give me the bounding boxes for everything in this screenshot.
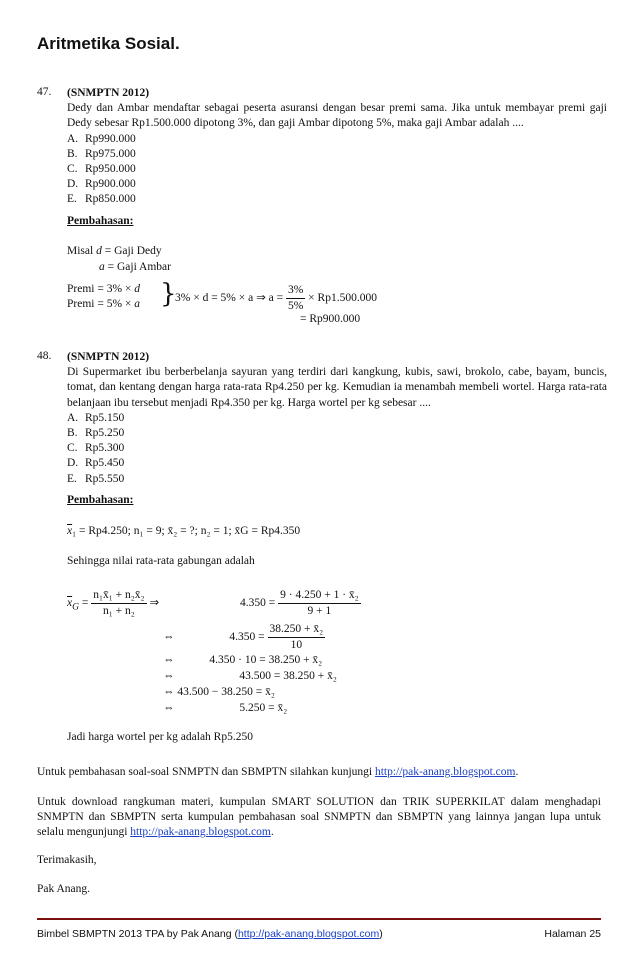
page-number: Halaman 25	[544, 928, 601, 940]
sehingga-line: Sehingga nilai rata-rata gabungan adalah	[67, 555, 255, 567]
option-b: B. Rp975.000	[67, 147, 136, 160]
blog-link[interactable]: http://pak-anang.blogspot.com	[374, 766, 516, 778]
option-b: B. Rp5.250	[67, 427, 125, 440]
result-47: = Rp900.000	[300, 313, 361, 325]
option-a: A. Rp5.150	[67, 411, 125, 424]
question-stem: Dedy dan Ambar mendaftar sebagai peserta asuransi dengan besar premi sama. Jika untuk membayar premi gaji Dedy sebesar Rp1.500.000 dipotong 3%, dan gaji Ambar dipotong 5%, maka gaji Ambar adalah ....	[67, 102, 607, 130]
step-5: ⇔ 43.500 − 38.250 = x̄₂	[163, 686, 275, 698]
misal-line: Misal d = Gaji Dedy	[67, 245, 162, 257]
blog-link[interactable]: http://pak-anang.blogspot.com	[130, 826, 271, 839]
closing-paragraph-1: Untuk pembahasan soal-soal SNMPTN dan SBMPTN silahkan kunjungi http://pak-anang.blogspot.com.	[37, 766, 519, 778]
step-4: ⇔ 43.500 = 38.250 + x̄₂	[163, 670, 337, 682]
step-3: ⇔ 4.350 · 10 = 38.250 + x̄₂	[163, 654, 323, 666]
question-stem: Di Supermarket ibu berberbelanja sayuran yang terdiri dari kangkung, kubis, sawi, brokolo, cabe, bayam, buncis, tomat, dan kentang dengan harga rata-rata Rp4.250 per kg. Kemudian ia menambah membeli wortel. Harga rata-rata belanjaan ibu tersebut menjadi Rp4.350 per kg. Harga wortel per kg sebesar ....	[67, 366, 607, 409]
equation-47: 3% × d = 5% × a ⇒ a = $\frac{3\%}{5\%}$ × Rp1.500.000	[175, 284, 377, 312]
thanks-text: Terimakasih,	[37, 854, 97, 866]
step-2: ⇔ 4.350 = $\frac{\text{38.250 + x̄₂}}{10}$	[163, 623, 324, 651]
closing-paragraph-2: Untuk download rangkuman materi, kumpulan SMART SOLUTION dan TRIK SUPERKILAT dalam menghadapi SNMPTN dan SBMPTN serta kumpulan pembahasan soal SNMPTN dan SBMPTN yang lainnya jangan lupa untuk selalu mengunjungi http://pak-anang.blogspot.com.	[37, 796, 601, 839]
step-1: 4.350 = $\frac{\text{9 · 4.250 + 1 · x̄₂}}{9 + 1}$	[240, 589, 359, 617]
option-c: C. Rp5.300	[67, 442, 125, 455]
footer-divider	[37, 918, 601, 920]
option-c: C. Rp950.000	[67, 163, 136, 176]
answer-options	[67, 132, 607, 208]
fraction-3-5: $\frac{3\%}{5\%}$	[287, 284, 304, 312]
question-source: (SNMPTN 2012)	[67, 351, 150, 363]
question-number: 47.	[37, 86, 52, 98]
option-e: E. Rp850.000	[67, 193, 136, 206]
premi-1: Premi = 3% × d	[67, 283, 141, 295]
option-e: E. Rp5.550	[67, 472, 125, 485]
footer-link[interactable]: http://pak-anang.blogspot.com	[237, 928, 380, 940]
section-title: Aritmetika Sosial.	[37, 34, 180, 53]
step-6: ⇔ 5.250 = x̄₂	[163, 702, 288, 714]
question-number: 48.	[37, 350, 52, 362]
option-d: D. Rp5.450	[67, 457, 125, 470]
conclusion: Jadi harga wortel per kg adalah Rp5.250	[67, 731, 253, 743]
signature: Pak Anang.	[37, 883, 91, 895]
givens-line: $\overline{x}_1 = Rp4.250$; n₁ = 9; x̄₂ = ?; n₂ = 1; x̄G = Rp4.350	[67, 525, 301, 537]
solution-label: Pembahasan:	[67, 493, 134, 506]
premi-2: Premi = 5% × a	[67, 298, 141, 310]
option-a: A. Rp990.000	[67, 132, 136, 145]
question-source: (SNMPTN 2012)	[67, 87, 150, 99]
option-d: D. Rp900.000	[67, 178, 136, 191]
page-footer: Bimbel SBMPTN 2013 TPA by Pak Anang (http://pak-anang.blogspot.com) Halaman 25	[37, 928, 601, 940]
xg-formula: $\overline{x}_G$ = $\frac{\text{n₁x̄₁ + n₂x̄₂}}{\text{n₁ + n₂}}$ ⇒	[67, 589, 160, 617]
solution-label: Pembahasan:	[67, 214, 134, 227]
brace-symbol: }	[160, 279, 177, 309]
misal-a-line: a = Gaji Ambar	[99, 261, 171, 273]
answer-options	[67, 411, 607, 487]
